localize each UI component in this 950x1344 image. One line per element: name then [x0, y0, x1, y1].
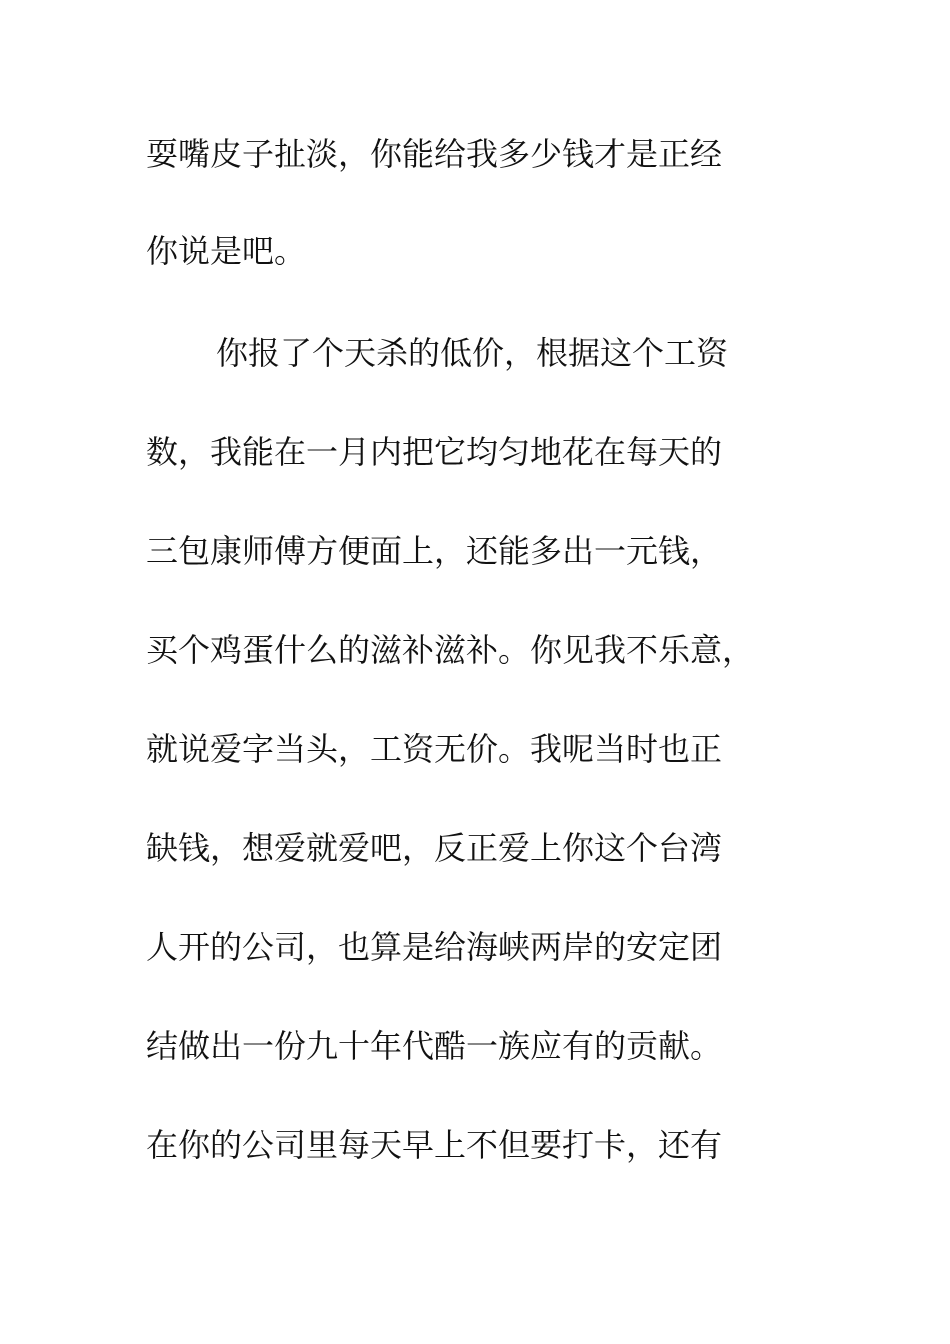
text-line-9: 人开的公司，也算是给海峡两岸的安定团 — [146, 928, 723, 966]
text-line-7: 就说爱字当头，工资无价。我呢当时也正 — [146, 730, 723, 768]
text-line-10: 结做出一份九十年代酷一族应有的贡献。 — [146, 1027, 723, 1065]
text-line-6: 买个鸡蛋什么的滋补滋补。你见我不乐意， — [146, 631, 755, 669]
text-line-2: 你说是吧。 — [146, 232, 307, 270]
text-line-4: 数，我能在一月内把它均匀地花在每天的 — [146, 433, 723, 471]
text-line-5: 三包康师傅方便面上，还能多出一元钱， — [146, 532, 723, 570]
text-line-1: 耍嘴皮子扯淡，你能给我多少钱才是正经 — [146, 135, 723, 173]
paragraph-start-line: 你报了个天杀的低价，根据这个工资 — [216, 334, 729, 372]
text-line-8: 缺钱，想爱就爱吧，反正爱上你这个台湾 — [146, 829, 723, 867]
text-line-11: 在你的公司里每天早上不但要打卡，还有 — [146, 1126, 723, 1164]
